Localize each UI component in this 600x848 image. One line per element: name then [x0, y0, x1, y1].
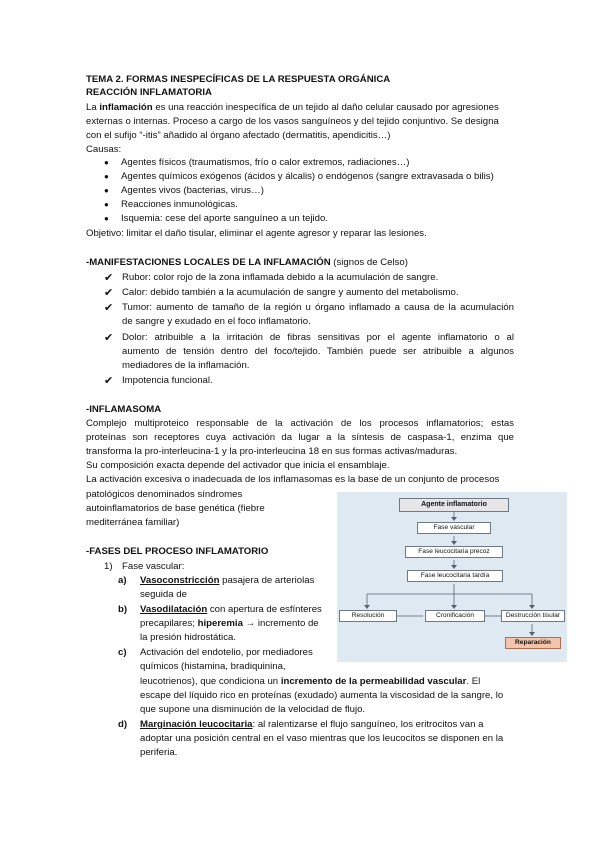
bullet-icon: ●	[104, 172, 109, 181]
inflamasoma-line: La activación excesiva o inadecuada de los inflamasomas es la base de un conjunto de procesos	[86, 474, 500, 485]
fase-item-c-cont: escape del líquido rico en proteínas (exudado) aumenta la viscosidad de la sangre, lo	[140, 690, 504, 701]
cronificacion-box: Cronificación	[425, 610, 485, 622]
fase-item-d-cont: adoptar una posición central en el vaso mientras que los leucocitos se disponen en la	[140, 733, 504, 744]
destruccion-tisular-box: Destrucción tisular	[501, 610, 565, 622]
item-letter: a)	[118, 575, 127, 586]
fase-item-b-cont	[140, 617, 319, 631]
term-marginacion: Marginación leucocitaria	[140, 719, 253, 730]
inflamasoma-heading: -INFLAMASOMA	[86, 404, 162, 415]
checkmark-icon: ✔	[104, 302, 114, 314]
item-letter: c)	[118, 647, 127, 658]
fase-item-text: → incremento de	[242, 618, 319, 629]
bullet-icon: ●	[104, 186, 109, 195]
fase-item-text: pasajera de arteriolas	[219, 575, 315, 586]
checkmark-icon: ✔	[104, 272, 114, 284]
fase-item-c: Activación del endotelio, por mediadores	[140, 647, 313, 658]
phase-label: Fase vascular:	[122, 561, 185, 572]
checkmark-icon: ✔	[104, 287, 114, 299]
manifestacion-item-cont: aumento de tensión dentro del foco/tejido. También puede ser atribuible a algunos	[122, 346, 514, 357]
checkmark-icon: ✔	[104, 375, 114, 387]
fase-item-a	[140, 574, 314, 588]
fase-item-a-cont: seguida de	[140, 589, 187, 600]
inflamasoma-line: proteínas son receptores cuya activación da lugar a la síntesis de caspasa-1, enzima que	[86, 432, 514, 443]
inflamasoma-line: transforma la pro-interleucina-1 y la pro-interleucina 18 en sus formas activas/maduras.	[86, 446, 458, 457]
causa-item: Agentes físicos (traumatismos, frío o calor extremos, radiaciones…)	[121, 157, 410, 168]
fase-item-c-cont	[140, 675, 480, 689]
manifestacion-item: Rubor: color rojo de la zona inflamada debido a la acumulación de sangre.	[122, 272, 439, 283]
intro-text: es una reacción inespecífica de un tejido al daño celular causado por agresiones	[152, 102, 499, 113]
manifestacion-item-cont: mediadores de la inflamación.	[122, 360, 250, 371]
fase-item-text: precapilares;	[140, 618, 198, 629]
bullet-icon: ●	[104, 214, 109, 223]
fase-item-c-cont: químicos (histamina, bradiquinina,	[140, 661, 286, 672]
fase-item-b	[140, 603, 322, 617]
manifestacion-item-cont: de sangre y exudado en el foco inflamatorio.	[122, 316, 311, 327]
item-letter: b)	[118, 604, 128, 615]
manifestacion-item: Dolor: atribuible a la irritación de fibras sensitivas por el agente inflamatorio o al	[122, 332, 514, 343]
fase-item-text: : al ralentizarse el flujo sanguíneo, los eritrocitos van a	[252, 719, 484, 730]
bullet-icon: ●	[104, 158, 109, 167]
objetivo-text: Objetivo: limitar el daño tisular, eliminar el agente agresor y reparar las lesiones.	[86, 228, 427, 239]
phase-number: 1)	[104, 561, 113, 572]
manifestaciones-heading	[86, 256, 408, 270]
manifestacion-item: Impotencia funcional.	[122, 375, 213, 386]
term-vasodilatacion: Vasodilatación	[140, 604, 208, 615]
resolucion-box: Resolución	[339, 610, 397, 622]
inflamasoma-line: mediterránea familiar)	[86, 517, 180, 528]
term-permeabilidad: incremento de la permeabilidad vascular	[280, 676, 467, 687]
agente-inflamatorio-box: Agente inflamatorio	[399, 498, 509, 512]
intro-line-1	[86, 101, 514, 115]
manifestacion-item: Calor: debido también a la acumulación de sangre y aumento del metabolismo.	[122, 287, 459, 298]
fase-leucocitaria-tardia-box: Fase leucocitaria tardía	[407, 570, 503, 582]
inflammation-flow-diagram	[337, 492, 567, 662]
fase-item-d	[140, 718, 483, 732]
inflamasoma-line: Complejo multiproteico responsable de la activación de los procesos inflamatorios; estas	[86, 418, 514, 429]
fase-item-text: leucotrienos), que condiciona un	[140, 676, 281, 687]
section-title: REACCIÓN INFLAMATORIA	[86, 87, 212, 98]
checkmark-icon: ✔	[104, 332, 114, 344]
manifestaciones-heading-note: (signos de Celso)	[330, 257, 408, 268]
inflamasoma-line: autoinflamatorios de base genética (fiebre	[86, 503, 265, 514]
intro-text: La	[86, 102, 100, 113]
fase-leucocitaria-precoz-box: Fase leucocitaria precoz	[405, 546, 503, 558]
causa-item: Reacciones inmunológicas.	[121, 199, 238, 210]
manifestaciones-heading-bold: -MANIFESTACIONES LOCALES DE LA INFLAMACIÓN	[86, 257, 331, 268]
fase-item-c-cont: que supone una disminución de la velocidad de flujo.	[140, 704, 366, 715]
reparacion-box: Reparación	[505, 637, 561, 649]
intro-line-3: con el sufijo “-itis” añadido al órgano afectado (dermatitis, apendicitis…)	[86, 130, 391, 141]
fase-item-text: con apertura de esfínteres	[207, 604, 322, 615]
fase-item-text: . El	[466, 676, 481, 687]
fase-item-d-cont: periferia.	[140, 747, 178, 758]
causa-item: Isquemia: cese del aporte sanguíneo a un tejido.	[121, 213, 328, 224]
fase-vascular-box: Fase vascular	[417, 522, 491, 534]
fases-heading: -FASES DEL PROCESO INFLAMATORIO	[86, 546, 269, 557]
fase-item-b-cont: la presión hidrostática.	[140, 632, 236, 643]
term-vasoconstriccion: Vasoconstricción	[140, 575, 220, 586]
causas-label: Causas:	[86, 144, 122, 155]
term-hiperemia: hiperemia	[197, 618, 243, 629]
manifestacion-item: Tumor: aumento de tamaño de la región u órgano inflamado a causa de la acumulación	[122, 302, 514, 313]
inflamasoma-line: Su composición exacta depende del activador que inicia el ensamblaje.	[86, 460, 390, 471]
intro-term: inflamación	[99, 102, 153, 113]
intro-line-2: externas o internas. Proceso a cargo de los vasos sanguíneos y del tejido conjuntivo. Se designa	[86, 116, 499, 127]
causa-item: Agentes químicos exógenos (ácidos y álcalis) o endógenos (sangre extravasada o bilis)	[121, 171, 494, 182]
item-letter: d)	[118, 719, 128, 730]
inflamasoma-line: patológicos denominados síndromes	[86, 489, 243, 500]
document-title: TEMA 2. FORMAS INESPECÍFICAS DE LA RESPUESTA ORGÁNICA	[86, 74, 391, 85]
causa-item: Agentes vivos (bacterias, virus…)	[121, 185, 264, 196]
bullet-icon: ●	[104, 200, 109, 209]
